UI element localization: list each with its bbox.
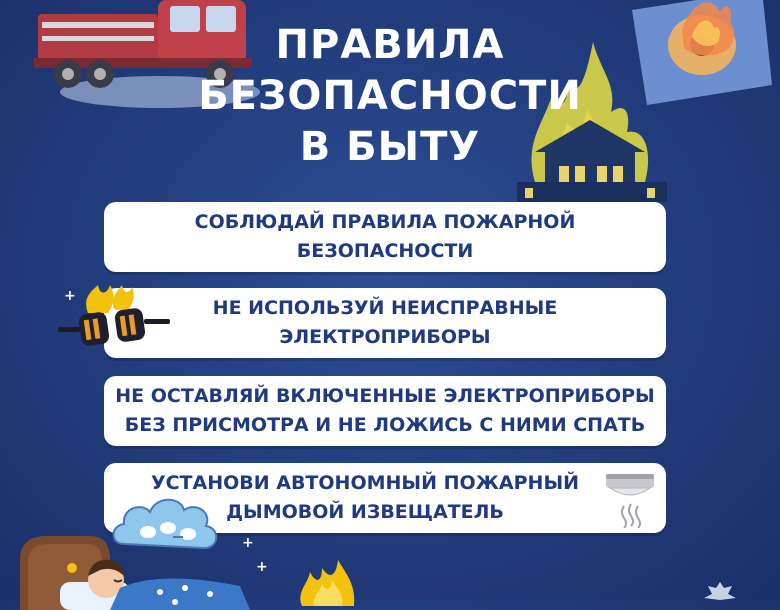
- page-title: [0, 20, 780, 173]
- title-line-3: В БЫТУ: [299, 124, 481, 170]
- rule-text-line: СОБЛЮДАЙ ПРАВИЛА ПОЖАРНОЙ: [194, 211, 576, 233]
- rule-text-line: ДЫМОВОЙ ИЗВЕЩАТЕЛЬ: [226, 501, 504, 523]
- rule-text-line: БЕЗОПАСНОСТИ: [296, 240, 474, 262]
- rule-text-line: ЭЛЕКТРОПРИБОРЫ: [279, 326, 491, 348]
- smoke-detector-icon: [604, 468, 656, 528]
- rule-text-line: НЕ ОСТАВЛЯЙ ВКЛЮЧЕННЫЕ ЭЛЕКТРОПРИБОРЫ: [115, 385, 655, 407]
- rule-card-faulty-appliances: [104, 288, 666, 358]
- rule-text-line: БЕЗ ПРИСМОТРА И НЕ ЛОЖИСЬ С НИМИ СПАТЬ: [124, 414, 646, 436]
- emblem-icon: [700, 580, 740, 602]
- sparkle-icon: +: [64, 288, 76, 304]
- title-line-1: ПРАВИЛА: [275, 22, 505, 68]
- rule-text-line: НЕ ИСПОЛЬЗУЙ НЕИСПРАВНЫЕ: [212, 297, 558, 319]
- rule-card-fire-safety: [104, 202, 666, 272]
- sparkle-icon: +: [150, 339, 162, 355]
- sparkle-icon: +: [256, 559, 268, 575]
- sparkle-icon: +: [242, 535, 254, 551]
- title-line-2: БЕЗОПАСНОСТИ: [198, 73, 582, 119]
- sleeping-child-icon: [10, 530, 270, 610]
- fire-icon: [296, 556, 366, 606]
- rule-card-unattended-appliances: [104, 376, 666, 446]
- rule-text-line: УСТАНОВИ АВТОНОМНЫЙ ПОЖАРНЫЙ: [150, 472, 580, 494]
